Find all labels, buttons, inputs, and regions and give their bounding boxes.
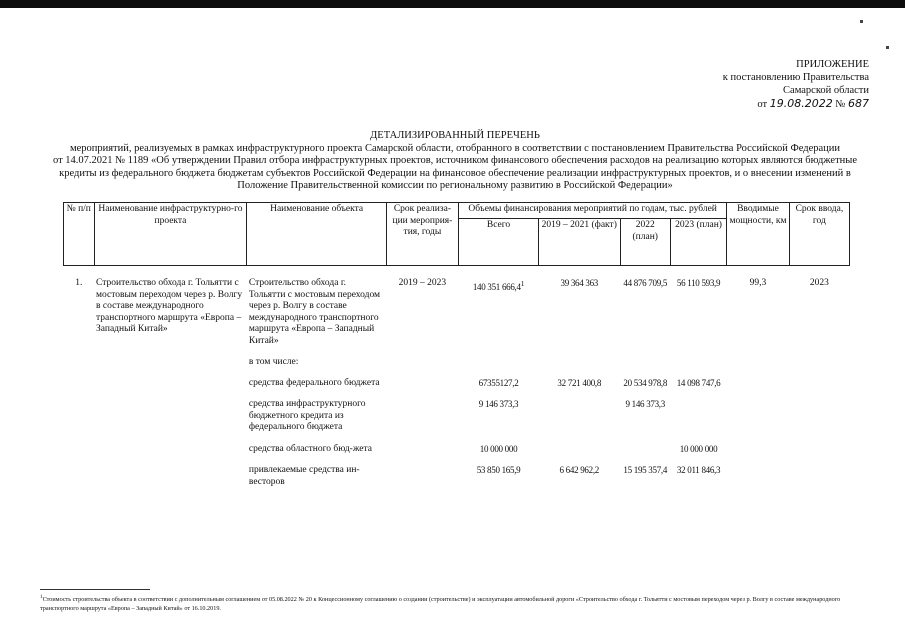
- row-commission: 2023: [809, 278, 829, 288]
- sub-row-2022: 20 534 978,8: [623, 377, 668, 388]
- header-funding-group: Объемы финансирования мероприятий по годам, тыс. рублей: [459, 203, 727, 219]
- footnote-text: Стоимость строительства объекта в соответствии с дополнительным соглашением от 05.08.2022 № 20 к Концессионному соглашению о создании (строительстве) и эксплуатации автомобильной дороги «Строительство обхода г. Тольятти с мостовым переходом через р. Волгу в составе международного транспортного маршрута «Европа – Западный Китай» от 16.10.2019.: [40, 596, 841, 613]
- table-row: [64, 434, 850, 456]
- sub-row-total: 67355127,2: [478, 377, 519, 388]
- sub-row-2022: 15 195 357,4: [623, 465, 668, 475]
- sub-row-2022: [620, 434, 670, 456]
- number-value: 687: [848, 97, 869, 110]
- table-row: [64, 266, 850, 348]
- sub-row-2023: 32 011 846,3: [676, 465, 721, 475]
- sub-row-2019-2021: 32 721 400,8: [557, 377, 602, 388]
- row-2019-2021: 39 364 363: [560, 278, 599, 288]
- sub-row-2019-2021: [539, 434, 621, 456]
- header-total: Всего: [459, 219, 539, 266]
- title-line-2: от 14.07.2021 № 1189 «Об утверждении Правил отбора инфраструктурных проектов, источником финансового обеспечения расходов на реализацию которых являются бюджетные: [52, 155, 858, 166]
- appendix-date-line: [723, 97, 869, 111]
- row-capacity: 99,3: [749, 278, 767, 288]
- row-total: [459, 266, 539, 348]
- funding-table: [63, 202, 850, 488]
- header-capacity: Вводимые мощности, км: [727, 203, 790, 266]
- footnote: [40, 593, 870, 613]
- date-value: 19.08.2022: [769, 97, 833, 110]
- sub-row-2019-2021: [539, 389, 621, 434]
- row-2023: 56 110 593,9: [676, 278, 721, 288]
- scan-speck: [886, 46, 889, 49]
- appendix-heading: ПРИЛОЖЕНИЕ: [796, 59, 869, 70]
- date-prefix: от: [757, 99, 768, 110]
- sub-row-total: 9 146 373,3: [478, 399, 519, 409]
- sub-row-2023: 14 098 747,6: [676, 377, 721, 388]
- sub-row-total: 10 000 000: [479, 443, 518, 454]
- table-header-row: [64, 203, 850, 219]
- header-object: Наименование объекта: [247, 203, 386, 266]
- appendix-line-2: Самарской области: [783, 85, 869, 96]
- header-2019-2021: 2019 – 2021 (факт): [539, 219, 621, 266]
- table-row: [64, 455, 850, 488]
- header-num: № п/п: [64, 203, 95, 266]
- row-num: 1.: [75, 278, 83, 288]
- table-row: [64, 389, 850, 434]
- sub-row-2023: [670, 389, 726, 434]
- sub-row-name: средства инфраструктурного бюджетного кредита из федерального бюджета: [248, 399, 366, 432]
- header-period: Срок реализа-ции мероприя-тия, годы: [386, 203, 458, 266]
- row-total-value: 140 351 666,4: [472, 282, 521, 292]
- footnote-ref: 1: [520, 279, 525, 288]
- row-period: 2019 – 2023: [398, 278, 447, 288]
- footnote-marker: 1: [40, 594, 43, 600]
- row-object: Строительство обхода г. Тольятти с мостовым переходом через р. Волгу в составе международного транспортного маршрута «Европа – Западный Китай»: [248, 278, 381, 346]
- sub-row-name: средства областного бюд-жета: [248, 443, 372, 454]
- header-commission: Срок ввода, год: [789, 203, 849, 266]
- number-prefix: №: [835, 99, 846, 110]
- title-line-3: кредиты из федерального бюджета бюджетам субъектов Российской Федерации на финансовое обеспечение реализации инфраструктурных проектов, и о внесении изменений в: [59, 167, 851, 179]
- appendix-line-1: к постановлению Правительства: [722, 72, 869, 83]
- sub-row-name: привлекаемые средства ин-весторов: [248, 465, 360, 487]
- header-2022: 2022 (план): [620, 219, 670, 266]
- sub-row-2019-2021: 6 642 962,2: [559, 465, 599, 475]
- header-project: Наименование инфраструктурно-го проекта: [94, 203, 247, 266]
- appendix-block: [723, 58, 869, 111]
- sub-row-total: 53 850 165,9: [476, 465, 521, 475]
- sub-row-name: средства федерального бюджета: [248, 377, 380, 388]
- sub-row-2022: 9 146 373,3: [625, 399, 665, 409]
- title-heading: ДЕТАЛИЗИРОВАННЫЙ ПЕРЕЧЕНЬ: [370, 130, 540, 141]
- row-2022: 44 876 709,5: [623, 278, 668, 288]
- including-label: в том числе:: [248, 357, 299, 367]
- sub-row-2023: 10 000 000: [679, 443, 718, 454]
- table-row: [64, 369, 850, 390]
- header-2023: 2023 (план): [670, 219, 726, 266]
- row-project: Строительство обхода г. Тольятти с мостовым переходом через р. Волгу в составе международного транспортного маршрута «Европа – Западный Китай»: [96, 278, 243, 334]
- including-row: [64, 347, 850, 369]
- title-line-4: Положение Правительственной комиссии по региональному развитию в Российской Федерации»: [237, 180, 673, 191]
- footnote-rule: [40, 589, 150, 590]
- scan-speck: [860, 20, 863, 23]
- scan-top-edge: [0, 0, 905, 8]
- document-title: [40, 130, 870, 193]
- title-line-1: мероприятий, реализуемых в рамках инфраструктурного проекта Самарской области, отобранного в соответствии с постановлением Правительства Российской Федерации: [69, 142, 841, 154]
